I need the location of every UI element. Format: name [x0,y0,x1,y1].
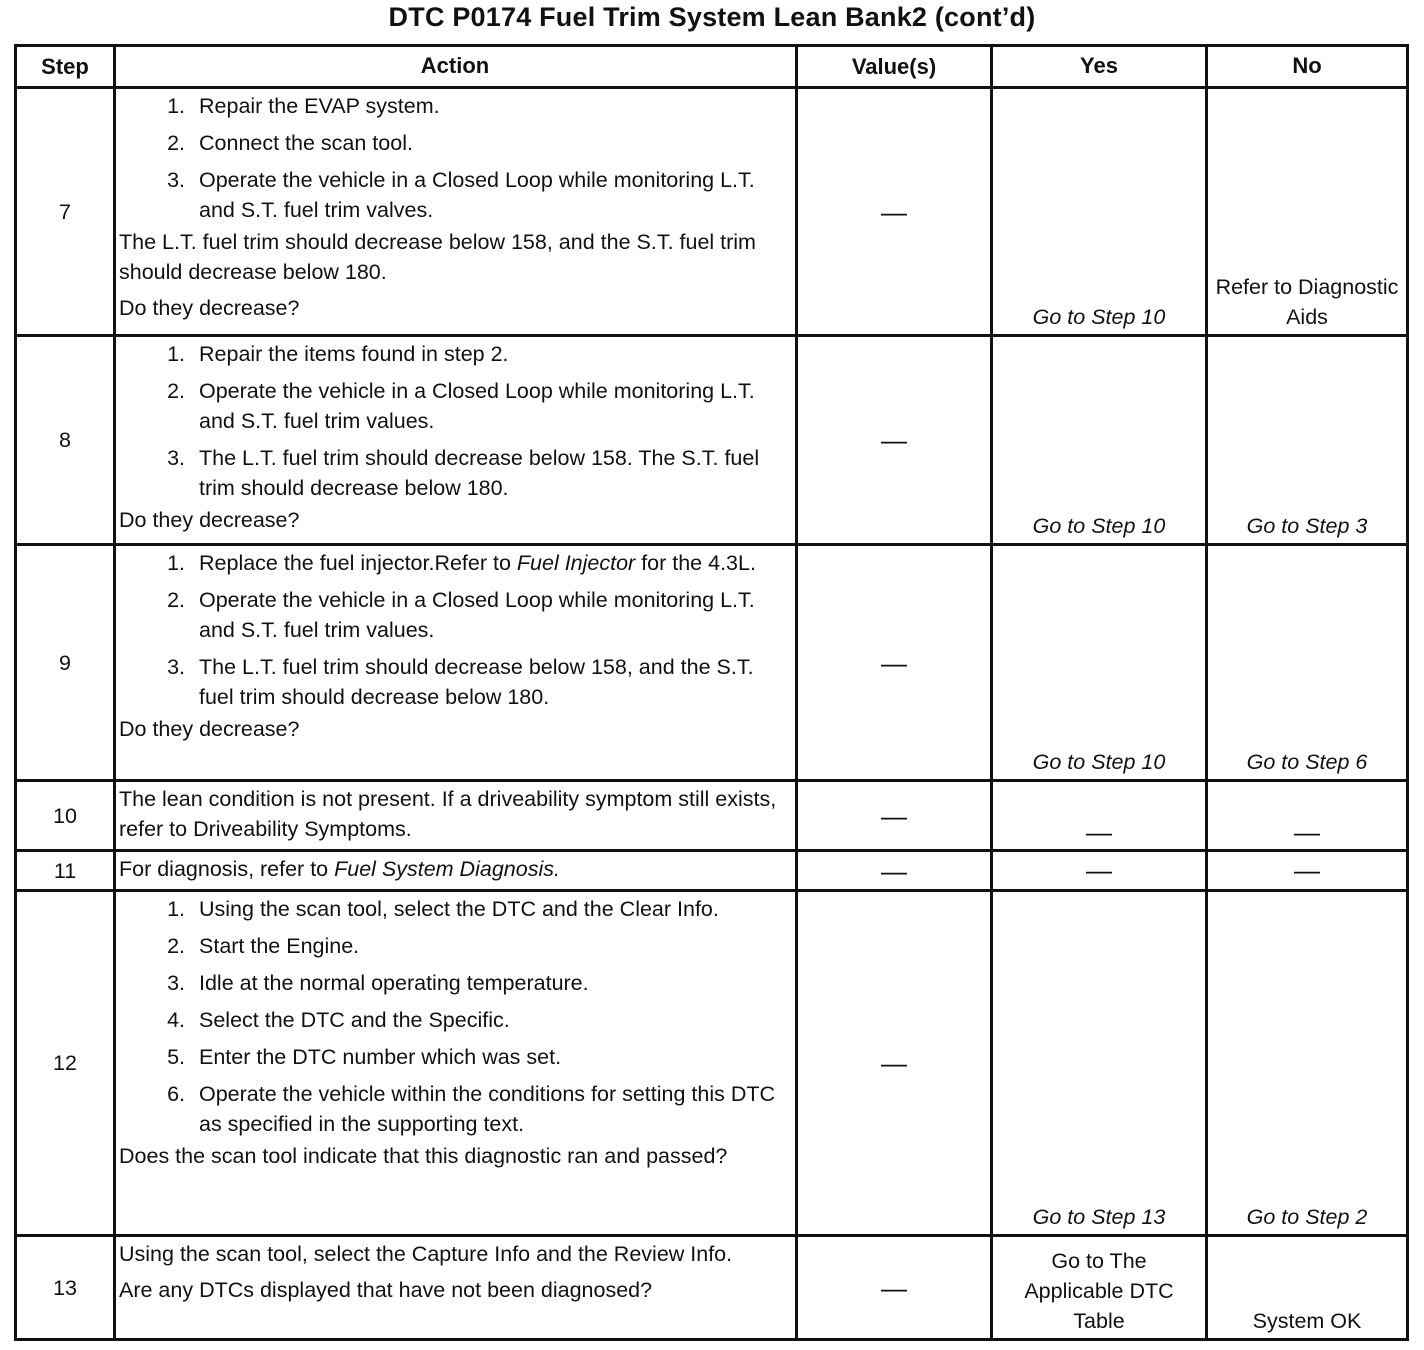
table-row [16,336,1408,545]
list-item: 1. Repair the items found in step 2. [167,342,509,366]
action-list [119,894,791,1139]
table-row [16,545,1408,781]
action-question: Do they decrease? [119,508,300,532]
list-item: 2. Start the Engine. [167,934,360,958]
action-cell: For diagnosis, refer to Fuel System Diagnosis. [115,851,797,891]
list-item: 2. Connect the scan tool. [167,131,413,155]
fuel-injector-ref: Fuel Injector [516,551,636,575]
action-cell [115,1236,797,1340]
list-item: 6. Operate the vehicle within the conditions for setting this DTC as specified in the supporting text. [167,1082,776,1136]
header-values: Value(s) [797,46,992,88]
action-question: Are any DTCs displayed that have not been diagnosed? [119,1278,653,1302]
list-item: 1. Repair the EVAP system. [167,94,440,118]
action-text: Using the scan tool, select the Capture Info and the Review Info. [119,1242,733,1266]
action-question: Do they decrease? [119,296,300,320]
table-row [16,88,1408,336]
action-list [119,339,791,503]
yes-cell: Go to Step 10 [992,545,1207,781]
list-item: 3. The L.T. fuel trim should decrease below 158, and the S.T. fuel trim should decrease below 180. [167,655,754,709]
list-item: 5. Enter the DTC number which was set. [167,1045,562,1069]
table-row [16,851,1408,891]
list-item: 3. Idle at the normal operating temperature. [167,971,589,995]
action-cell [115,88,797,336]
list-item: 2. Operate the vehicle in a Closed Loop while monitoring L.T. and S.T. fuel trim values. [167,588,755,642]
page-title: DTC P0174 Fuel Trim System Lean Bank2 (cont’d) [388,2,1036,32]
header-row [16,46,1408,88]
no-cell: System OK [1207,1236,1408,1340]
step-number: 10 [16,781,115,851]
value-cell: — [797,851,992,891]
action-question: Does the scan tool indicate that this diagnostic ran and passed? [119,1144,728,1168]
no-cell: Go to Step 6 [1207,545,1408,781]
list-item: 3. The L.T. fuel trim should decrease below 158. The S.T. fuel trim should decrease below 180. [167,446,760,500]
step-number: 12 [16,891,115,1236]
header-no: No [1207,46,1408,88]
no-cell: Go to Step 3 [1207,336,1408,545]
action-cell [115,891,797,1236]
diagnostic-table [14,44,1409,1341]
header-step: Step [16,46,115,88]
value-cell: — [797,545,992,781]
no-cell: Refer to Diagnostic Aids [1207,88,1408,336]
yes-cell: Go to Step 13 [992,891,1207,1236]
action-cell [115,545,797,781]
no-cell: — [1207,851,1408,891]
value-cell: — [797,88,992,336]
table-row [16,781,1408,851]
yes-cell: Go to Step 10 [992,88,1207,336]
fuel-system-diagnosis-ref: Fuel System Diagnosis. [334,857,560,881]
value-cell: — [797,336,992,545]
yes-cell: — [992,851,1207,891]
value-cell: — [797,781,992,851]
table-row [16,1236,1408,1340]
header-yes: Yes [992,46,1207,88]
no-cell: — [1207,781,1408,851]
action-list [119,548,791,712]
list-item: 2. Operate the vehicle in a Closed Loop while monitoring L.T. and S.T. fuel trim values. [167,379,755,433]
list-item: 4. Select the DTC and the Specific. [167,1008,510,1032]
action-cell: The lean condition is not present. If a driveability symptom still exists, refer to Driveability Symptoms. [115,781,797,851]
step-number: 11 [16,851,115,891]
action-list [119,91,791,225]
step-number: 8 [16,336,115,545]
value-cell: — [797,1236,992,1340]
step-number: 7 [16,88,115,336]
header-action: Action [115,46,797,88]
action-note: The L.T. fuel trim should decrease below 158, and the S.T. fuel trim should decrease below 180. [119,230,756,284]
list-item: 3. Operate the vehicle in a Closed Loop while monitoring L.T. and S.T. fuel trim valves. [167,168,755,222]
yes-cell: — [992,781,1207,851]
list-item: 1. Replace the fuel injector.Refer to Fuel Injector for the 4.3L. [167,551,756,575]
action-question: Do they decrease? [119,717,300,741]
value-cell: — [797,891,992,1236]
step-number: 13 [16,1236,115,1340]
table-row [16,891,1408,1236]
yes-cell: Go to Step 10 [992,336,1207,545]
list-item: 1. Using the scan tool, select the DTC and the Clear Info. [167,897,719,921]
no-cell: Go to Step 2 [1207,891,1408,1236]
yes-cell: Go to The Applicable DTC Table [992,1236,1207,1340]
action-cell [115,336,797,545]
step-number: 9 [16,545,115,781]
